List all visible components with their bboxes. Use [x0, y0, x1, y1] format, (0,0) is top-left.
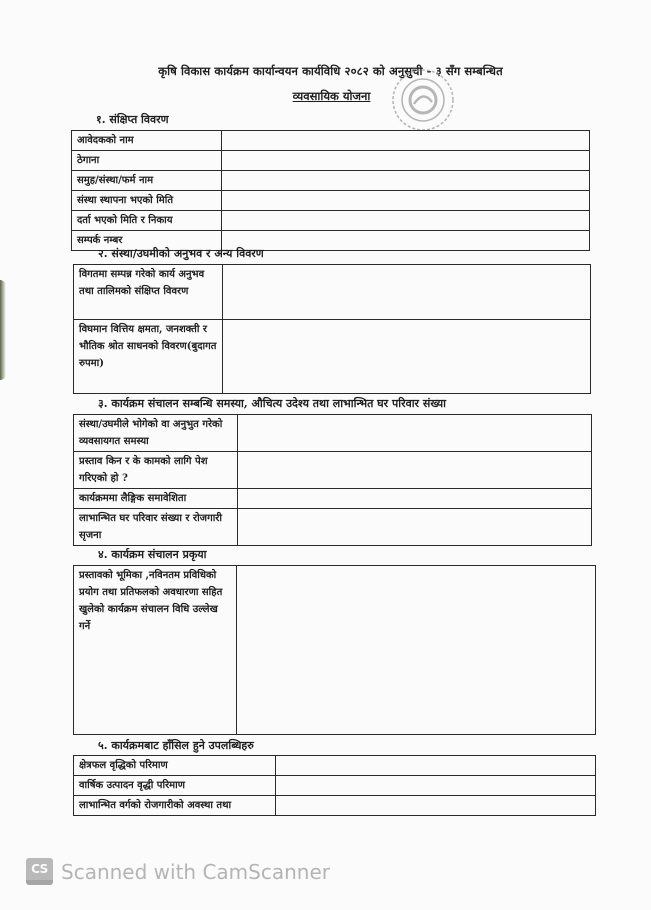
- table-row: [72, 191, 590, 211]
- section-2-heading: २. संस्था/उघमीको अनुभव र अन्य विवरण: [98, 247, 264, 260]
- table-row: [74, 776, 596, 796]
- table-row: [74, 796, 596, 816]
- row-label: समुह/संस्था/फर्म नाम: [72, 171, 222, 191]
- experience-field[interactable]: [223, 265, 591, 320]
- table-row: [74, 756, 596, 776]
- official-seal-icon: [388, 62, 462, 136]
- document-subtitle: व्यवसायिक योजना: [292, 89, 371, 103]
- document-title: कृषि विकास कार्यक्रम कार्यान्वयन कार्यविधि २०८२ को अनुसुची - ३ सँग सम्बन्धित: [158, 64, 503, 78]
- section-4-table: [73, 565, 596, 735]
- watermark-text: Scanned with CamScanner: [61, 859, 330, 884]
- table-row: [72, 151, 590, 171]
- gender-inclusion-field[interactable]: [238, 489, 592, 509]
- camscanner-logo-icon: CS: [26, 858, 53, 885]
- section-2-table: [73, 264, 591, 394]
- group-name-field[interactable]: [222, 171, 590, 191]
- employment-status-field[interactable]: [276, 796, 596, 816]
- row-label: क्षेत्रफल वृद्धिको परिमाण: [74, 756, 276, 776]
- section-1-heading: १. संक्षिप्त विवरण: [96, 113, 169, 126]
- table-row: [74, 566, 596, 735]
- row-label: प्रस्तावको भूमिका ,नविनतम प्रविधिको प्रयोग तथा प्रतिफलको अवधारणा सहित खुलेको कार्यक्रम संचालन विधि उल्लेख गर्ने: [74, 566, 237, 735]
- row-label: कार्यक्रममा लैङ्गिक समावेशिता: [74, 489, 238, 509]
- row-label: आवेदकको नाम: [72, 131, 222, 151]
- section-5-table: [73, 755, 596, 816]
- row-label: विघमान वित्तिय क्षमता, जनशक्ती र भौतिक श्रोत साधनको विवरण(बुदागत रुपमा): [74, 320, 223, 394]
- row-label: लाभान्भित वर्गको रोजगारीको अवस्था तथा: [74, 796, 276, 816]
- table-row: [72, 131, 590, 151]
- row-label: प्रस्ताव किन र के कामको लागि पेश गरिएको हो ?: [74, 452, 238, 489]
- table-row: [74, 415, 592, 452]
- table-row: [74, 509, 592, 546]
- row-label: वार्षिक उत्पादन वृद्धी परिमाण: [74, 776, 276, 796]
- applicant-name-field[interactable]: [222, 131, 590, 151]
- area-growth-field[interactable]: [276, 756, 596, 776]
- table-row: [74, 489, 592, 509]
- section-1-table: [71, 130, 590, 251]
- registration-field[interactable]: [222, 211, 590, 231]
- section-4-heading: ४. कार्यक्रम संचालन प्रकृया: [98, 548, 207, 561]
- proposal-purpose-field[interactable]: [238, 452, 592, 489]
- address-field[interactable]: [222, 151, 590, 171]
- row-label: ठेगाना: [72, 151, 222, 171]
- contact-number-field[interactable]: [222, 231, 590, 251]
- production-growth-field[interactable]: [276, 776, 596, 796]
- section-3-heading: ३. कार्यक्रम संचालन सम्बन्धि समस्या, औचित्य उदेश्य तथा लाभान्भित घर परिवार संख्या: [98, 397, 446, 410]
- table-row: [74, 320, 591, 394]
- operation-method-field[interactable]: [237, 566, 596, 735]
- row-label: विगतमा सम्पन्न गरेको कार्य अनुभव तथा तालिमको संक्षिप्त विवरण: [74, 265, 223, 320]
- row-label: संस्था/उघमीले भोगेको वा अनुभुत गरेको व्यवसायगत समस्या: [74, 415, 238, 452]
- establishment-date-field[interactable]: [222, 191, 590, 211]
- beneficiaries-field[interactable]: [238, 509, 592, 546]
- row-label: सम्पर्क नम्बर: [72, 231, 222, 251]
- table-row: [74, 452, 592, 489]
- row-label: लाभान्भित घर परिवार संख्या र रोजगारी सृजना: [74, 509, 238, 546]
- row-label: संस्था स्थापना भएको मिति: [72, 191, 222, 211]
- resources-field[interactable]: [223, 320, 591, 394]
- page-edge-shadow: [0, 280, 6, 380]
- section-3-table: [73, 414, 592, 546]
- table-row: [72, 171, 590, 191]
- problem-field[interactable]: [238, 415, 592, 452]
- table-row: [72, 211, 590, 231]
- camscanner-watermark: [26, 858, 330, 885]
- table-row: [74, 265, 591, 320]
- section-5-heading: ५. कार्यक्रमबाट हाँसिल हुने उपलब्धिहरु: [98, 739, 254, 752]
- row-label: दर्ता भएको मिति र निकाय: [72, 211, 222, 231]
